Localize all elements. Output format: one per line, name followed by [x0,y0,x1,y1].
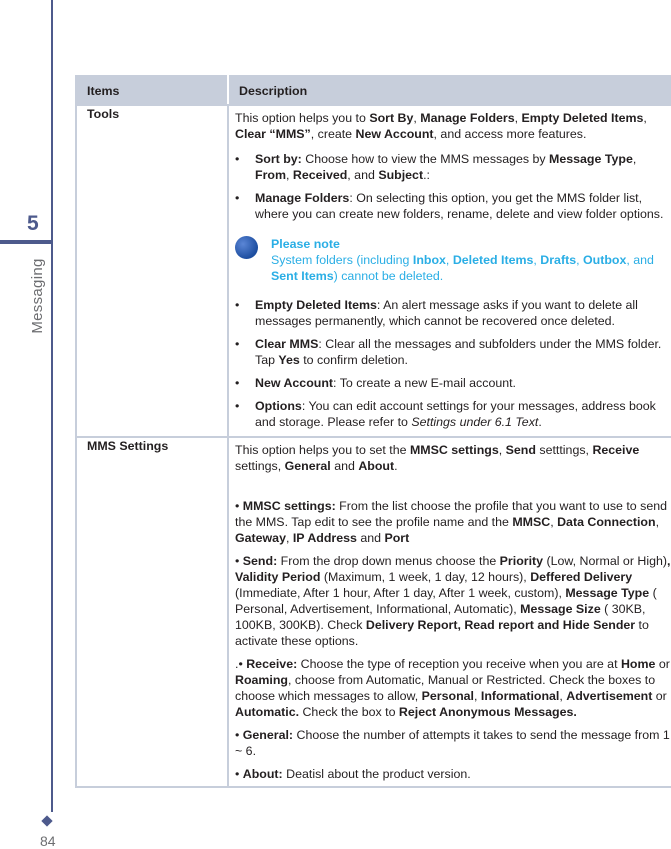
items-table [75,75,671,788]
please-note-box [235,236,671,284]
note-text: System folders (including Inbox, Deleted Items, Drafts, Outbox, and Sent Items) cannot be deleted. [271,253,654,283]
table-row [76,105,671,437]
row-label-tools: Tools [76,105,228,437]
row-description-tools [228,105,671,437]
chapter-title: Messaging [29,258,46,334]
header-description: Description [228,76,671,105]
chapter-number: 5 [27,212,39,235]
list-item-new-account: • New Account: To create a new E-mail account. [235,376,516,390]
diamond-icon [41,815,52,826]
list-item-send: • Send: From the drop down menus choose the Priority (Low, Normal or High), Validity Period (Maximum, 1 week, 1 day, 12 hours), Deffered Delivery (Immediate, After 1 hour, After 1 day, After 1 week, custom), Message Type ( Personal, Advertisement, Informational, Automatic), Message Size ( 30KB, 100KB, 300KB). Check Delivery Report, Read report and Hide Sender to activate these options. [235,554,671,648]
list-item-about: • About: Deatisl about the product version. [235,767,471,781]
list-item-receive: .• Receive: Choose the type of reception you receive when you are at Home or Roaming, choose from Automatic, Manual or Restricted. Check the boxes to choose which messages to allow, Personal, Informational, Advertisement or Automatic. Check the box to Reject Anonymous Messages. [235,657,670,719]
list-item-mmsc-settings: • MMSC settings: From the list choose the profile that you want to use to send the MMS. Tap edit to see the profile name and the MMSC, Data Connection, Gateway, IP Address and Port [235,499,668,545]
list-item-sort-by: • Sort by: Choose how to view the MMS messages by Message Type, From, Received, and Subject.: [235,152,637,182]
table-header-row [76,76,671,105]
note-title: Please note [271,237,340,251]
row-label-mms-settings: MMS Settings [76,437,228,787]
row-description-mms-settings [228,437,671,787]
table-row [76,437,671,787]
header-items: Items [76,76,228,105]
list-item-general: • General: Choose the number of attempts it takes to send the message from 1 ~ 6. [235,728,670,758]
list-item-options: • Options: You can edit account settings for your messages, address book and storage. Please refer to Settings under 6.1 Text. [235,399,656,429]
list-item-manage-folders: • Manage Folders: On selecting this option, you get the MMS folder list, where you can create new folders, rename, delete and view folder options. [235,191,664,221]
tools-intro: This option helps you to Sort By, Manage Folders, Empty Deleted Items, Clear “MMS”, create New Account, and access more features. [235,111,647,141]
chapter-marker-bar [0,240,51,244]
note-globe-icon [235,236,258,259]
sidebar-divider-line [51,0,53,812]
page-number: 84 [40,833,56,849]
list-item-clear-mms: • Clear MMS: Clear all the messages and subfolders under the MMS folder. Tap Yes to confirm deletion. [235,337,662,367]
list-item-empty-deleted: • Empty Deleted Items: An alert message asks if you want to delete all messages permanently, which cannot be recovered once deleted. [235,298,638,328]
mms-settings-intro: This option helps you to set the MMSC settings, Send setttings, Receive settings, General and About. [235,443,640,473]
